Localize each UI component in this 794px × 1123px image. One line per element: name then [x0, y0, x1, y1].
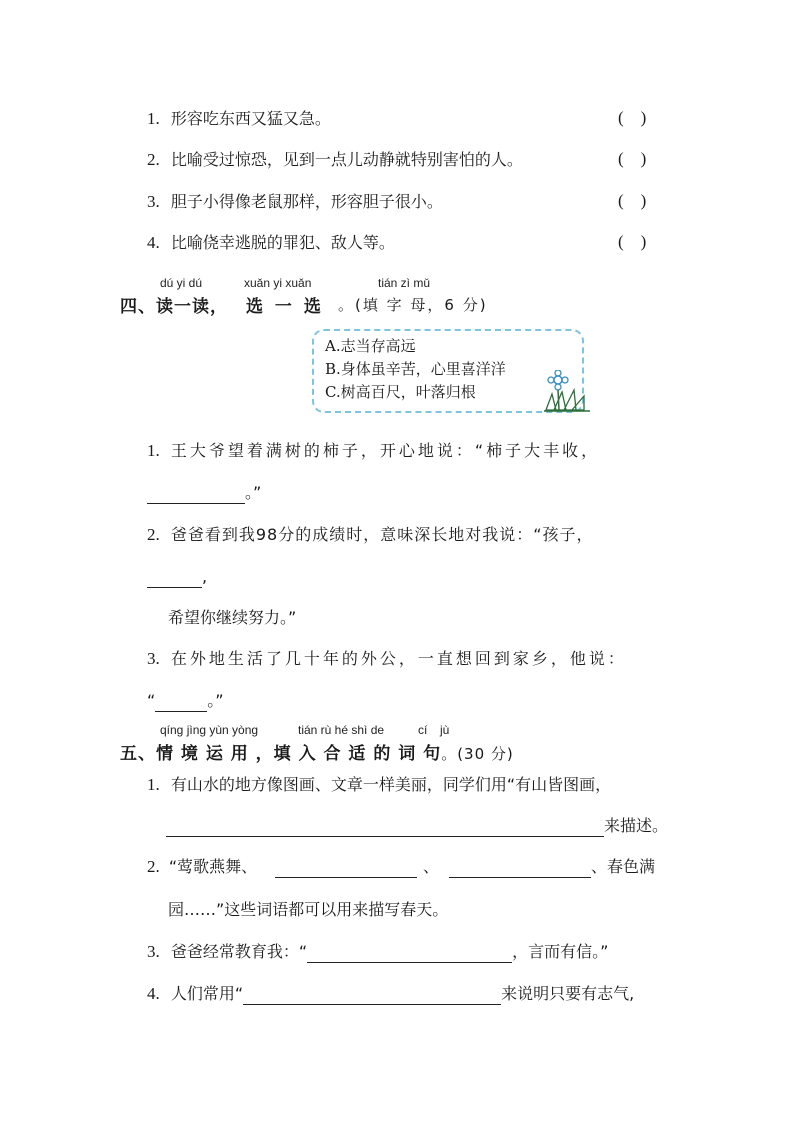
flower-grass-icon	[540, 370, 594, 414]
section5-q1	[147, 774, 611, 796]
section4-q3	[147, 648, 627, 670]
section4-q3-answer-line	[147, 690, 224, 712]
section5-q1-answer-line	[166, 815, 668, 837]
pinyin-xuan-yi-xuan: xuǎn yi xuǎn	[244, 276, 312, 290]
item-text: 人们常用“	[170, 984, 244, 1003]
section-title-read: 读一读，	[156, 297, 228, 317]
section4-q1-answer-line	[147, 482, 261, 504]
item-number: 3.	[147, 192, 160, 211]
section5-heading	[120, 739, 514, 764]
answer-blank[interactable]	[147, 569, 202, 588]
section-title: 情 境 运 用 ，填 入 合 适 的 词 句	[156, 744, 442, 764]
item-number: 3.	[147, 649, 160, 668]
item-number: 2.	[147, 857, 160, 876]
item-number: 3.	[147, 942, 160, 961]
q4-ending: 来说明只要有志气,	[501, 984, 635, 1003]
section-number: 四、	[120, 297, 156, 317]
answer-blank[interactable]	[449, 859, 591, 878]
item-text: 胆子小得像老鼠那样，形容胆子很小。	[170, 192, 443, 211]
q2-start: “莺歌燕舞、	[168, 857, 258, 876]
section4-q2	[147, 524, 594, 546]
item-number: 2.	[147, 150, 160, 169]
item-text: 爸爸看到我98分的成绩时，意味深长地对我说：“孩子，	[170, 525, 594, 544]
answer-blank[interactable]	[307, 944, 512, 963]
item-number: 2.	[147, 525, 160, 544]
answer-paren[interactable]: ( )	[618, 108, 647, 127]
closing-quote: 。”	[207, 691, 224, 710]
comma: ,	[202, 567, 208, 586]
pinyin-qing-jing-yun-yong: qíng jìng yùn yòng	[160, 723, 259, 737]
item-text: 比喻侥幸逃脱的罪犯、敌人等。	[170, 233, 395, 252]
option-c: C.树高百尺，叶落归根	[325, 383, 476, 401]
item-number: 4.	[147, 984, 160, 1003]
closing-quote: 。”	[245, 483, 262, 502]
section4-heading	[120, 292, 228, 317]
item-text: 王大爷望着满树的柿子，开心地说：“柿子大丰收，	[170, 441, 601, 460]
item-text: 形容吃东西又猛又急。	[170, 109, 331, 128]
answer-paren[interactable]: ( )	[618, 232, 647, 251]
option-a: A.志当存高远	[325, 337, 416, 355]
q1-ending: 来描述。	[604, 816, 669, 835]
item-text: 在外地生活了几十年的外公，一直想回到家乡，他说：	[170, 649, 627, 668]
answer-paren[interactable]: ( )	[618, 191, 647, 210]
pinyin-tian-ru-he-shi-de: tián rù hé shì de	[298, 723, 385, 737]
option-b: B.身体虽辛苦，心里喜洋洋	[325, 360, 506, 378]
item-text: 比喻受过惊恐，见到一点儿动静就特别害怕的人。	[170, 150, 523, 169]
section4-heading-select: 选 一 选	[246, 297, 324, 317]
item-text: 爸爸经常教育我：“	[170, 942, 308, 961]
section4-q2-answer-line	[147, 566, 207, 588]
separator: 、	[423, 857, 440, 876]
pinyin-tian-zi-mu: tián zì mǔ	[378, 276, 431, 290]
answer-blank[interactable]	[155, 693, 207, 712]
pinyin-ju: jù	[440, 723, 450, 737]
section5-q4	[147, 983, 634, 1005]
section4-note: 。(填 字 母，6 分)	[338, 296, 488, 314]
item-number: 1.	[147, 775, 160, 794]
item-number: 4.	[147, 233, 160, 252]
section5-q2-continuation: 园……”这些词语都可以用来描写春天。	[168, 900, 449, 919]
section3-item-1	[147, 108, 331, 130]
item-text: 有山水的地方像图画、文章一样美丽，同学们用“有山皆图画，	[170, 775, 612, 794]
answer-blank[interactable]	[243, 986, 501, 1005]
section3-item-2	[147, 149, 523, 171]
pinyin-ci: cí	[418, 723, 428, 737]
section3-item-3	[147, 191, 443, 213]
item-number: 1.	[147, 109, 160, 128]
q2-after-blank: 、春色满	[591, 857, 656, 876]
pinyin-du-yi-du: dú yi dú	[160, 276, 203, 290]
section4-q2-continuation: 希望你继续努力。”	[168, 608, 297, 627]
section-note: 。(30 分)	[441, 745, 514, 763]
opening-quote: “	[147, 691, 156, 710]
section5-q2-blanks	[275, 856, 655, 878]
answer-paren[interactable]: ( )	[618, 149, 647, 168]
section-number: 五、	[120, 744, 156, 764]
section4-q1	[147, 440, 600, 462]
section5-q2	[147, 856, 257, 878]
answer-blank[interactable]	[275, 859, 417, 878]
answer-blank[interactable]	[147, 485, 245, 504]
answer-blank[interactable]	[166, 818, 604, 837]
section3-item-4	[147, 232, 395, 254]
q3-ending: ，言而有信。”	[512, 942, 609, 961]
section5-q3	[147, 941, 608, 963]
item-number: 1.	[147, 441, 160, 460]
